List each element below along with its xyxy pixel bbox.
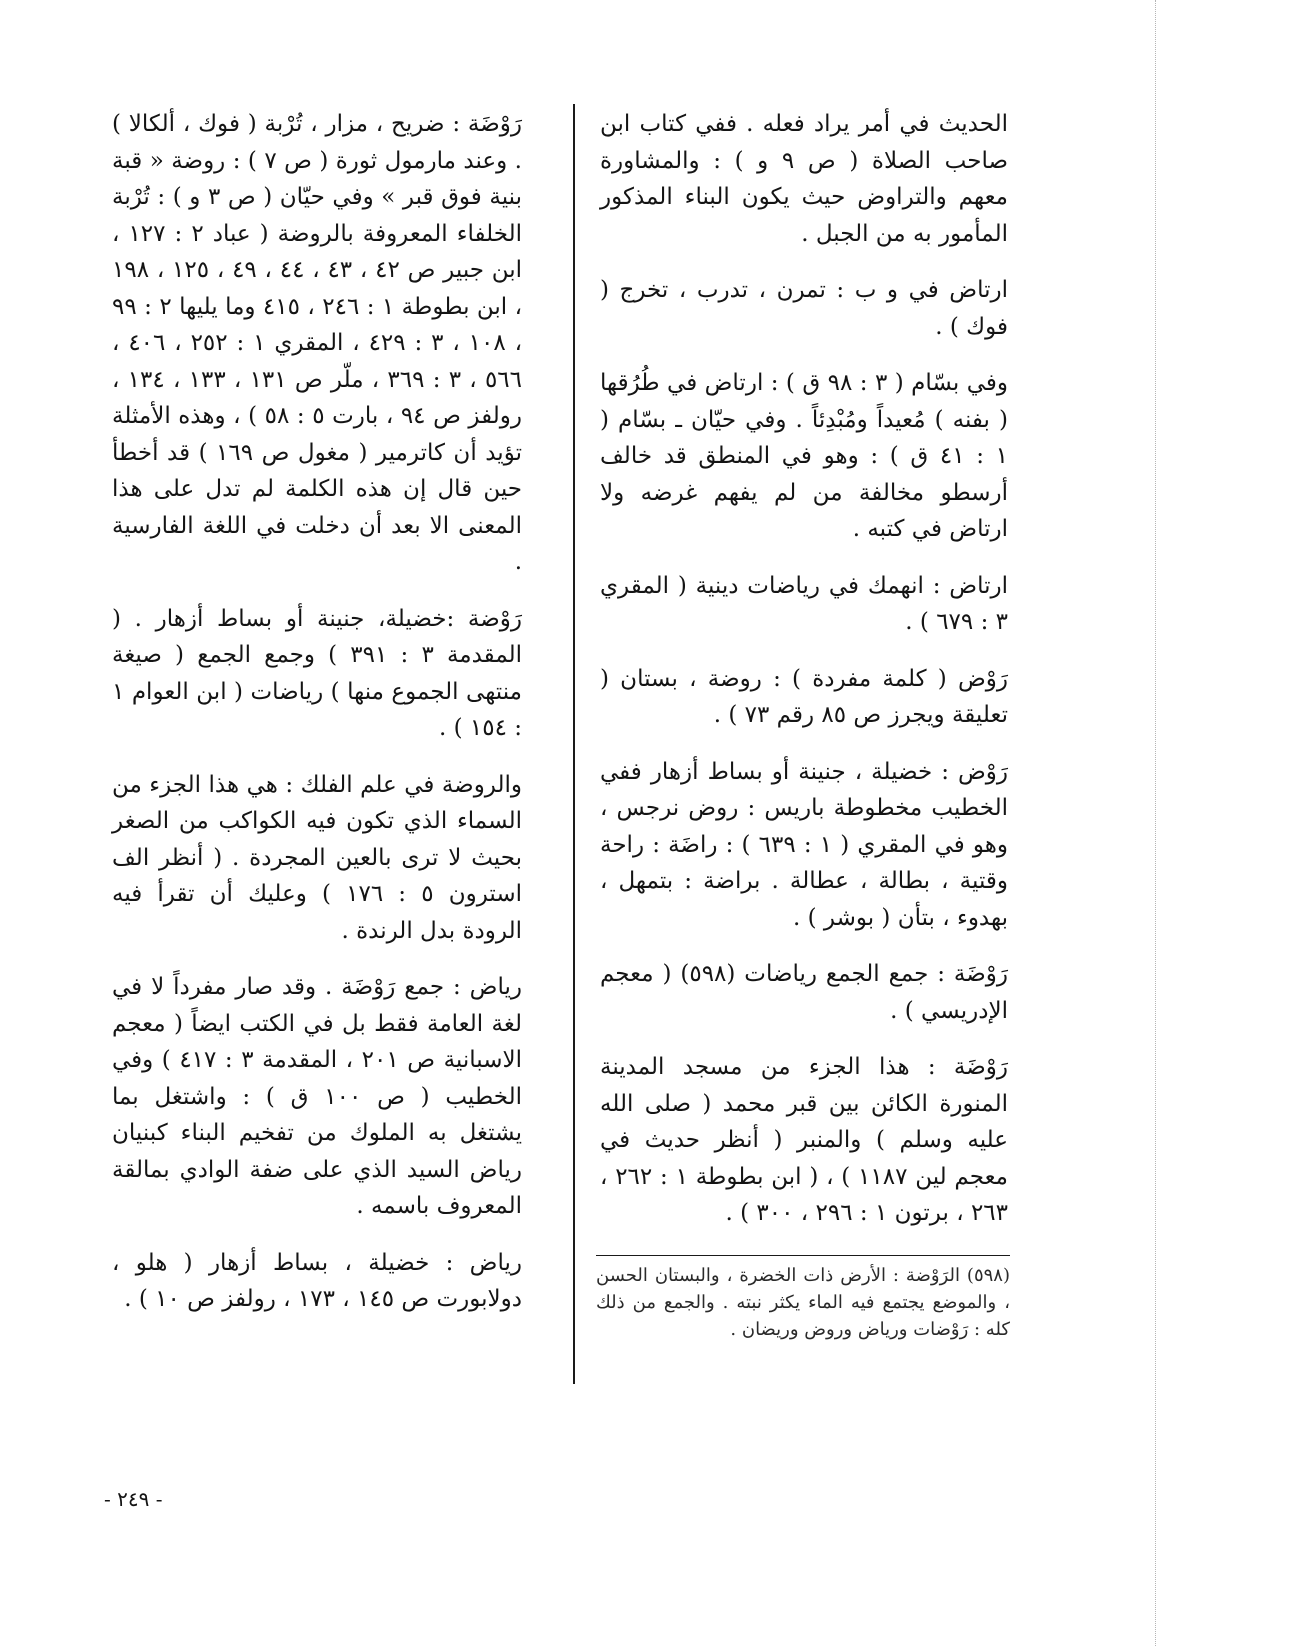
entry-paragraph: رَوْض ( كلمة مفردة ) : روضة ، بستان ( تعليقة ويجرز ص ٨٥ رقم ٧٣ ) . [600,665,1008,728]
scan-edge-line [1155,0,1156,1646]
column-divider [573,104,575,1384]
entry-paragraph: رَوْض : خضيلة ، جنينة أو بساط أزهار ففي الخطيب مخطوطة باريس : روض نرجس ، وهو في المقري ( ١ : ٦٣٩ ) : راضَة : راحة وقتية ، بطالة ، عطالة . براضة : بتمهل ، بهدوء ، بتأن ( بوشر ) . [600,758,1009,931]
entry-paragraph: رَوْضَة : هذا الجزء من مسجد المدينة المنورة الكائن بين قبر محمد ( صلى الله عليه وسلم ) والمنبر ( أنظر حديث في معجم لين ١١٨٧ ) ، ( ابن بطوطة ١ : ٢٦٢ ، ٢٦٣ ، برتون ١ : ٢٩٦ ، ٣٠٠ ) . [600,1054,1009,1226]
entry-paragraph: رياض : جمع رَوْضَة . وقد صار مفرداً لا في لغة العامة فقط بل في الكتب ايضاً ( معجم الاسبانية ص ٢٠١ ، المقدمة ٣ : ٤١٧ ) وفي الخطيب ( ص ١٠٠ ق ) : واشتغل بما يشتغل به الملوك من تفخيم البناء كبنيان رياض السيد الذي على ضفة الوادي بمالقة المعروف باسمه . [112,974,522,1219]
entry-paragraph: رياض : خضيلة ، بساط أزهار ( هلو ، دولابورت ص ١٤٥ ، ١٧٣ ، رولفز ص ١٠ ) . [112,1249,522,1312]
entry-paragraph: رَوْضة :خضيلة، جنينة أو بساط أزهار . ( المقدمة ٣ : ٣٩١ ) وجمع الجمع ( صيغة منتهى الجموع منها ) رياضات ( ابن العوام ١ : ١٥٤ ) . [112,605,523,741]
right-text-column [600,106,1008,1232]
entry-paragraph: الحديث في أمر يراد فعله . ففي كتاب ابن صاحب الصلاة ( ص ٩ و ) : والمشاورة معهم والتراوض حيث يكون البناء المذكور المأمور به من الجبل . [600,111,1009,247]
entry-paragraph: ارتاض : انهمك في رياضات دينية ( المقري ٣ : ٦٧٩ ) . [600,572,1008,635]
footnote-divider [596,1255,1010,1256]
page-number: - ٢٤٩ - [104,1487,163,1511]
left-text-column [112,106,522,1318]
entry-paragraph: ارتاض في و ب : تمرن ، تدرب ، تخرج ( فوك ) . [600,277,1008,340]
entry-paragraph: رَوْضَة : جمع الجمع رياضات (٥٩٨) ( معجم الإدريسي ) . [600,961,1008,1024]
entry-paragraph: وفي بسّام ( ٣ : ٩٨ ق ) : ارتاض في طُرُقها ( بفنه ) مُعيداً ومُبْدِئاً . وفي حيّان ـ بسّام ( ١ : ٤١ ق ) : وهو في المنطق قد خالف أرسطو مخالفة من لم يفهم غرضه ولا ارتاض في كتبه . [600,370,1008,542]
entry-paragraph: والروضة في علم الفلك : هي هذا الجزء من السماء الذي تكون فيه الكواكب من الصغر بحيث لا ترى بالعين المجردة . ( أنظر الف استرون ٥ : ١٧٦ ) وعليك أن تقرأ فيه الرودة بدل الرندة . [112,771,522,944]
entry-paragraph: رَوْضَة : ضريح ، مزار ، تُرْبة ( فوك ، ألكالا ) . وعند مارمول ثورة ( ص ٧ ) : روضة « قبة بنية فوق قبر » وفي حيّان ( ص ٣ و ) : تُرْبة الخلفاء المعروفة بالروضة ( عباد ٢ : ١٢٧ ، ابن جبير ص ٤٢ ، ٤٣ ، ٤٤ ، ٤٩ ، ١٢٥ ، ١٩٨ ، ابن بطوطة ١ : ٢٤٦ ، ٤١٥ وما يليها ٢ : ٩٩ ، ١٠٨ ، ٣ : ٤٢٩ ، المقري ١ : ٢٥٢ ، ٤٠٦ ، ٥٦٦ ، ٣ : ٣٦٩ ، ملّر ص ١٣١ ، ١٣٣ ، ١٣٤ ، رولفز ص ٩٤ ، بارت ٥ : ٥٨ ) ، وهذه الأمثلة تؤيد أن كاترمير ( مغول ص ١٦٩ ) قد أخطأ حين قال إن هذه الكلمة لم تدل على هذا المعنى الا بعد أن دخلت في اللغة الفارسية . [112,111,523,575]
footnote: (٥٩٨) الرَوْضة : الأرض ذات الخضرة ، والبستان الحسن ، والموضع يجتمع فيه الماء يكثر نبته . والجمع من ذلك كله : رَوْضات ورياض وروض وريضان . [596,1265,1010,1340]
